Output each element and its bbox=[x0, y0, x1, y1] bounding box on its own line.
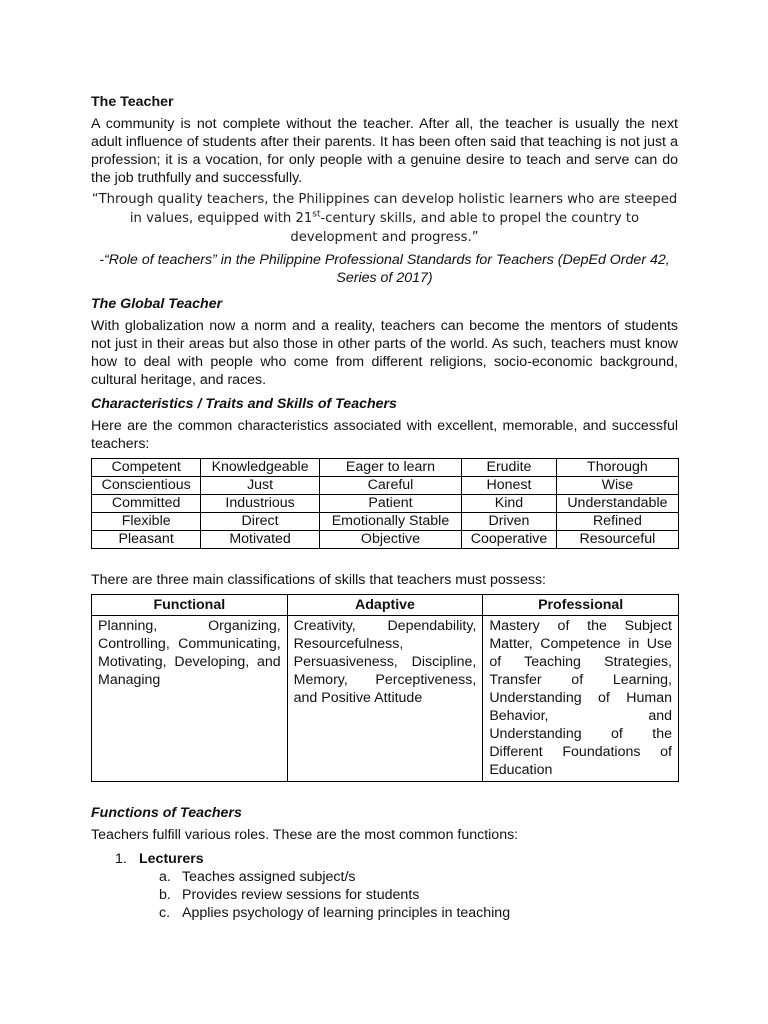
traits-table-body bbox=[92, 459, 679, 549]
quote-citation: -“Role of teachers” in the Philippine Professional Standards for Teachers (DepEd Order 42, Series of 2017) bbox=[99, 252, 670, 286]
table-cell: Kind bbox=[462, 495, 557, 513]
quote-block bbox=[91, 190, 678, 247]
list-item-title: Lecturers bbox=[139, 851, 204, 867]
quote-line: in values, equipped with 21st-century skills, and able to propel the country to bbox=[129, 209, 640, 226]
characteristics-intro: Here are the common characteristics associated with excellent, memorable, and successful teachers: bbox=[91, 418, 678, 452]
table-cell: Competent bbox=[92, 459, 201, 477]
skills-intro: There are three main classifications of skills that teachers must possess: bbox=[91, 572, 546, 588]
sublist-item: c. Applies psychology of learning principles in teaching bbox=[159, 905, 511, 921]
teacher-paragraph: A community is not complete without the teacher. After all, the teacher is usually the next adult influence of students after their parents. It has been often said that teaching is not just a profession; it is a vocation, for only people with a genuine desire to teach and serve can do the job truthfully and successfully. bbox=[91, 116, 678, 186]
quote-line: development and progress.” bbox=[290, 230, 479, 245]
quote-line: “Through quality teachers, the Philippines can develop holistic learners who are steeped bbox=[91, 192, 678, 207]
sublist bbox=[139, 868, 678, 922]
table-row bbox=[92, 531, 679, 549]
table-cell: Just bbox=[201, 477, 320, 495]
table-cell: Erudite bbox=[462, 459, 557, 477]
functions-intro: Teachers fulfill various roles. These are the most common functions: bbox=[91, 827, 519, 843]
table-cell: Knowledgeable bbox=[201, 459, 320, 477]
table-row bbox=[92, 513, 679, 531]
list-item-number: 1. bbox=[115, 851, 127, 867]
table-cell: Driven bbox=[462, 513, 557, 531]
sublist-item: a. Teaches assigned subject/s bbox=[159, 869, 356, 885]
table-cell: Flexible bbox=[92, 513, 201, 531]
table-cell: Thorough bbox=[556, 459, 678, 477]
table-row bbox=[92, 477, 679, 495]
section-heading-functions: Functions of Teachers bbox=[91, 805, 242, 821]
table-cell: Objective bbox=[319, 531, 461, 549]
skills-cell-adaptive: Creativity, Dependability, Resourcefulness, Persuasiveness, Discipline, Memory, Perceptiveness, and Positive Attitude bbox=[287, 616, 483, 782]
skills-table bbox=[91, 594, 679, 782]
table-row bbox=[92, 495, 679, 513]
traits-table bbox=[91, 458, 679, 549]
skills-row bbox=[92, 616, 679, 782]
table-cell: Understandable bbox=[556, 495, 678, 513]
table-cell: Industrious bbox=[201, 495, 320, 513]
table-cell: Committed bbox=[92, 495, 201, 513]
table-cell: Refined bbox=[556, 513, 678, 531]
skills-header-professional: Professional bbox=[483, 595, 679, 616]
global-paragraph: With globalization now a norm and a reality, teachers can become the mentors of students not just in their areas but also those in other parts of the world. As such, teachers must know how to deal with people who come from different religions, socio-economic background, cultural heritage, and races. bbox=[91, 318, 678, 388]
section-heading-characteristics: Characteristics / Traits and Skills of Teachers bbox=[91, 396, 397, 412]
table-cell: Emotionally Stable bbox=[319, 513, 461, 531]
skills-header-adaptive: Adaptive bbox=[287, 595, 483, 616]
skills-cell-functional: Planning, Organizing, Controlling, Communicating, Motivating, Developing, and Managing bbox=[92, 616, 288, 782]
skills-header-row bbox=[92, 595, 679, 616]
table-cell: Motivated bbox=[201, 531, 320, 549]
document-content bbox=[91, 93, 678, 922]
list-item bbox=[115, 850, 678, 922]
table-row bbox=[92, 459, 679, 477]
table-cell: Wise bbox=[556, 477, 678, 495]
table-cell: Cooperative bbox=[462, 531, 557, 549]
skills-cell-professional: Mastery of the Subject Matter, Competence in Use of Teaching Strategies, Transfer of Learning, Understanding of Human Behavior, and Understanding of the Different Foundations of Education bbox=[483, 616, 679, 782]
section-heading-teacher: The Teacher bbox=[91, 94, 174, 110]
table-cell: Conscientious bbox=[92, 477, 201, 495]
table-cell: Eager to learn bbox=[319, 459, 461, 477]
table-cell: Direct bbox=[201, 513, 320, 531]
table-cell: Patient bbox=[319, 495, 461, 513]
table-cell: Careful bbox=[319, 477, 461, 495]
sublist-item: b. Provides review sessions for students bbox=[159, 887, 420, 903]
table-cell: Honest bbox=[462, 477, 557, 495]
functions-list bbox=[91, 850, 678, 922]
table-cell: Pleasant bbox=[92, 531, 201, 549]
table-cell: Resourceful bbox=[556, 531, 678, 549]
skills-header-functional: Functional bbox=[92, 595, 288, 616]
section-heading-global: The Global Teacher bbox=[91, 296, 223, 312]
